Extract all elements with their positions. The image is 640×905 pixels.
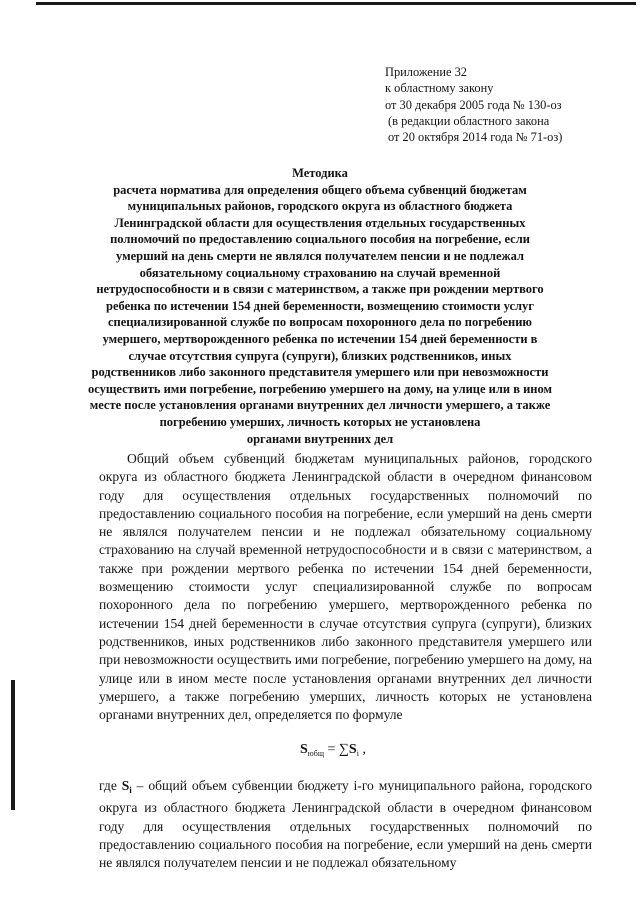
title-line: ребенка по истечении 154 дней беременности, возмещению стоимости услуг <box>106 298 534 313</box>
formula-rhs-subscript: i <box>356 749 359 758</box>
appendix-line: Приложение 32 <box>385 65 467 79</box>
body-text <box>99 450 592 724</box>
title-line: муниципальных районов, городского округа из областного бюджета <box>127 199 513 214</box>
body-paragraph: Общий объем субвенций бюджетам муниципальных районов, городского округа из областного бюджета Ленинградской области в очередном финансовом году для осуществления отдельных государственных полномочий по предоставлению социального пособия на погребение, если умерший на день смерти не являлся получателем пенсии и не подлежал обязательному социальному страхованию на случай временной нетрудоспособности и в связи с материнством, а также при рождении мертвого ребенка по истечении 154 дней беременности, возмещению стоимости услуг специализированной службе по вопросам похоронного дела по погребению умершего, мертворожденного ребенка по истечении 154 дней беременности в случае отсутствия супруга (супруги), близких родственников, иных родственников либо законного представителя умершего или при невозможности осуществить ими погребение, погребению умершего на дому, на улице или в ином месте после установления органами внутренних дел личности умершего, а также погребению умерших, личность которых не установлена органами внутренних дел, определяется по формуле <box>99 451 592 723</box>
top-border-line <box>36 2 636 5</box>
definition-symbol-subscript: i <box>129 785 132 795</box>
title-line: умершего, мертворожденного ребенка по истечении 154 дней беременности в <box>102 331 538 346</box>
appendix-line: к областному закону <box>385 81 494 96</box>
title-line: расчета норматива для определения общего объема субвенций бюджетам <box>113 182 527 197</box>
appendix-line: от 30 декабря 2005 года № 130-оз <box>385 97 562 112</box>
title-line: нетрудоспособности и в связи с материнством, а также при рождении мертвого <box>96 282 544 297</box>
title-line: случае отсутствия супруга (супруги), близких родственников, иных <box>128 348 512 363</box>
formula-tail: , <box>358 742 366 757</box>
left-margin-bar <box>11 680 15 810</box>
definition-body: – общий объем субвенции бюджету i-го муниципального района, городского округа из областного бюджета Ленинградской области в очередном финансовом году для осуществления отдельных государственных полномочий по предоставлению социального пособия на погребение, если умерший на день смерти не являлся получателем пенсии и не подлежал обязательному <box>99 778 592 871</box>
definition-lead: где <box>99 778 122 793</box>
definition-paragraph <box>99 777 592 872</box>
title-heading: Методика <box>292 166 348 180</box>
formula-lhs: S <box>300 742 308 757</box>
appendix-line: от 20 октября 2014 года № 71-оз) <box>388 130 563 145</box>
title-line: специализированной службе по вопросам похоронного дела по погребению <box>108 315 532 330</box>
title-line: родственников либо законного представителя умершего или при невозможности <box>91 365 549 380</box>
formula-sum-sign: ∑ <box>338 742 349 757</box>
definition-symbol: S <box>121 778 130 793</box>
formula-lhs-subscript: юбщ <box>307 749 325 758</box>
title-line: обязательному социальному страхованию на случай временной <box>139 265 501 280</box>
formula <box>300 742 366 758</box>
title-line: осуществить ими погребение, погребению умершего на дому, на улице или в ином <box>87 381 553 396</box>
formula-equals: = <box>324 742 339 757</box>
formula-rhs: S <box>348 742 357 757</box>
title-line: месте после установления органами внутренних дел личности умершего, а также <box>89 398 551 413</box>
appendix-line: (в редакции областного закона <box>388 113 550 128</box>
appendix-note <box>385 64 635 145</box>
title-line: умерший на день смерти не являлся получателем пенсии и не подлежал <box>116 248 524 263</box>
title-line: погребению умерших, личность которых не установлена <box>159 414 481 429</box>
document-title <box>50 165 590 447</box>
title-line: полномочий по предоставлению социального пособия на погребение, если <box>110 232 530 247</box>
definition-text <box>99 777 592 872</box>
title-line: органами внутренних дел <box>246 431 394 446</box>
title-line: Ленинградской области для осуществления отдельных государственных <box>114 215 526 230</box>
